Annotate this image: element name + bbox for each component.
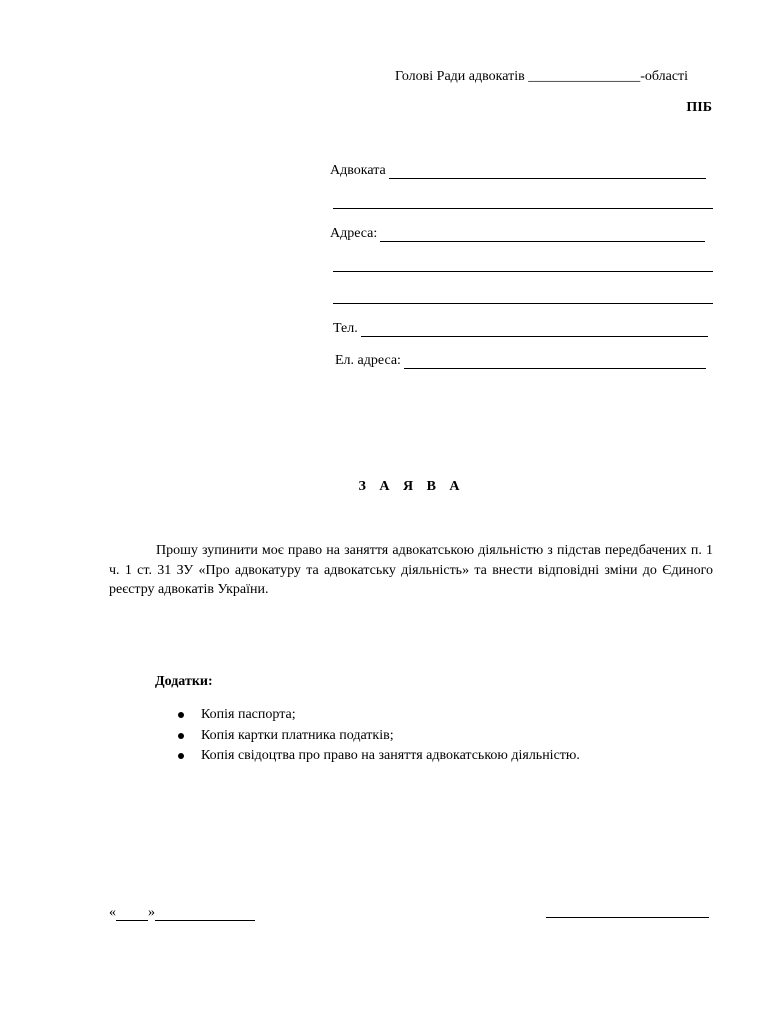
signature-line [546,917,709,918]
phone-blank [361,322,708,337]
attachment-item: Копія свідоцтва про право на заняття адвокатською діяльністю. [172,746,580,767]
email-field [335,353,706,369]
addressee-line: Голові Ради адвокатів ________________-області [395,69,689,84]
name-placeholder: ПІБ [686,100,712,115]
address-label: Адреса: [330,226,378,241]
address-blank-line-3 [333,303,713,304]
advocate-blank-line-2 [333,208,713,209]
address-field [330,226,705,242]
document-title: З А Я В А [358,479,465,494]
advocate-label: Адвоката [330,163,386,178]
day-blank [116,906,148,921]
advocate-blank [389,164,706,179]
attachments-title: Додатки: [155,674,213,689]
statement-body: Прошу зупинити моє право на заняття адвокатською діяльністю з підстав передбачених п. 1 ч. 1 ст. 31 ЗУ «Про адвокатуру та адвокатську діяльність» та внести відповідні зміни до Єдиного реєстру адвокатів України. [109,543,713,597]
attachment-item: Копія паспорта; [172,705,580,726]
attachment-item: Копія картки платника податків; [172,726,580,747]
date-close-quote: » [148,905,155,920]
attachments-list [172,705,580,767]
email-blank [404,354,706,369]
phone-label: Тел. [333,321,358,336]
advocate-field [330,163,706,179]
address-blank-line-2 [333,271,713,272]
month-year-blank [155,906,255,921]
date-field [109,905,255,921]
date-open-quote: « [109,905,116,920]
email-label: Ел. адреса: [335,353,401,368]
address-blank [380,227,705,242]
phone-field [333,321,708,337]
